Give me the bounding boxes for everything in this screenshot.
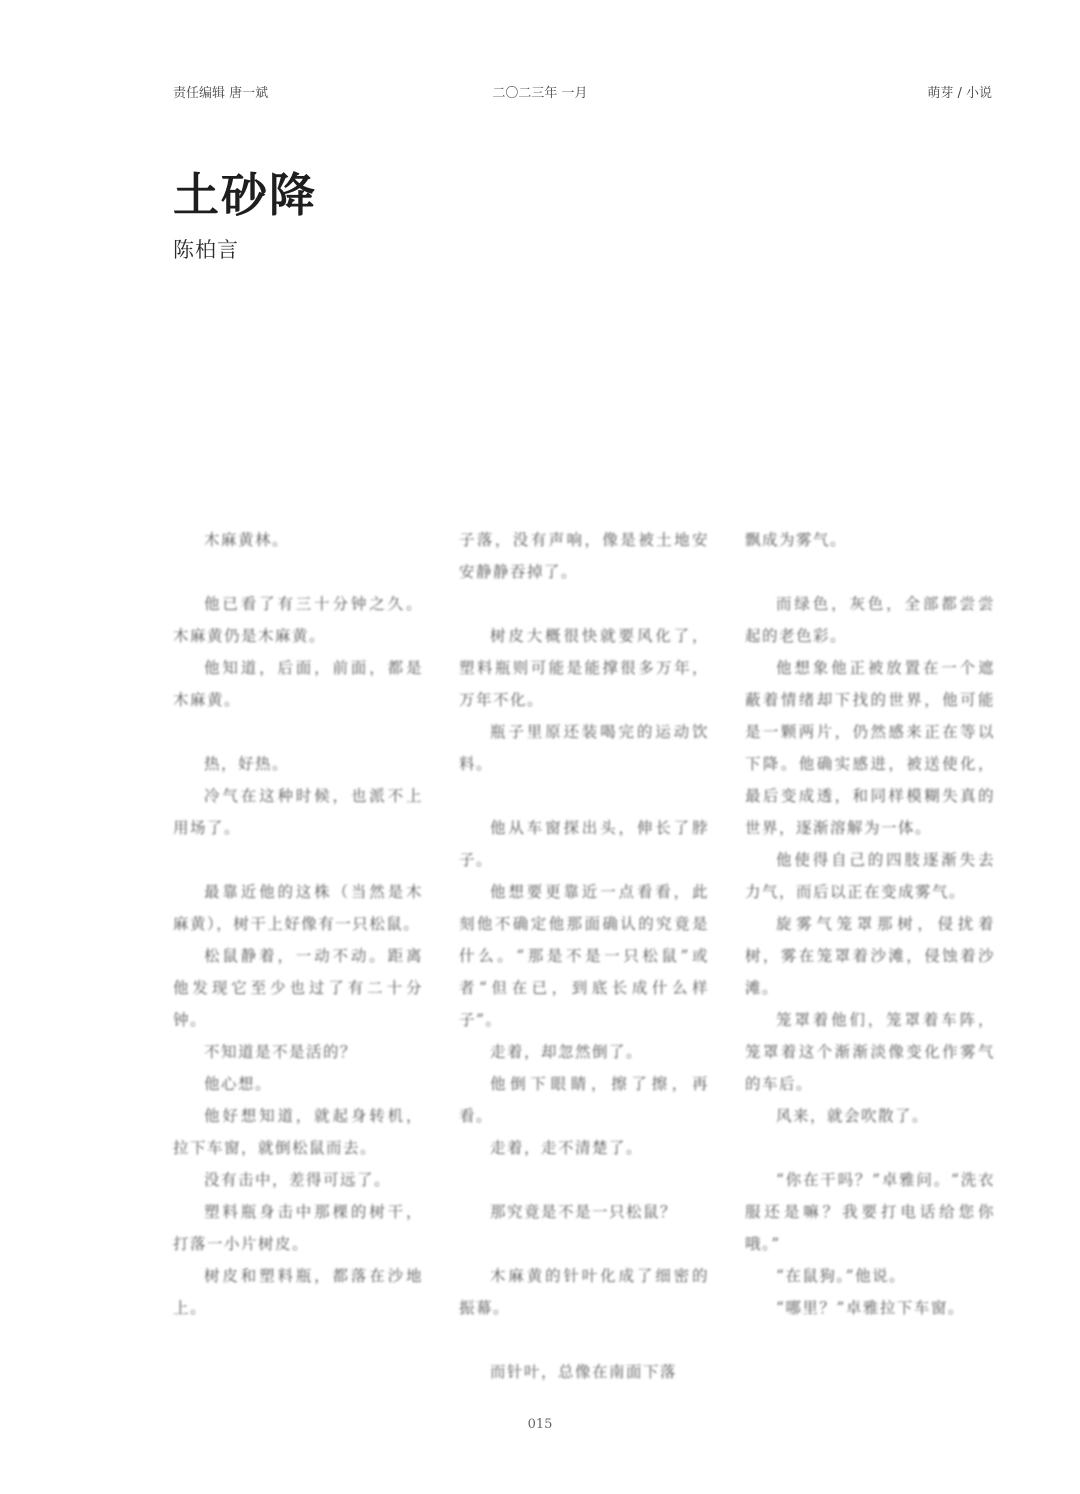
page-number: 015 bbox=[527, 1417, 553, 1432]
paragraph: 他想要更靠近一点看看，此刻他不确定他那面确认的究竟是什么。“那是不是一只松鼠”或者“但在已，到底长成什么样子”。 bbox=[459, 883, 709, 1029]
paragraph: 木麻黄的针叶化成了细密的振幕。 bbox=[459, 1267, 709, 1317]
paragraph: 热，好热。 bbox=[204, 755, 290, 773]
paragraph: 不知道是不是活的？ bbox=[204, 1043, 358, 1061]
paragraph: 子落，没有声响，像是被土地安安静静吞掉了。 bbox=[459, 531, 709, 581]
paragraph: 瓶子里原还装喝完的运动饮料。 bbox=[459, 723, 709, 773]
body-text-columns bbox=[173, 524, 995, 1381]
running-header bbox=[0, 82, 1080, 104]
text-column-2 bbox=[459, 524, 709, 1381]
paragraph: 走着，却忽然倒了。 bbox=[490, 1043, 644, 1061]
article-author: 陈柏言 bbox=[173, 238, 239, 262]
paragraph: 他使得自己的四肢逐渐失去力气，而后以正在变成雾气。 bbox=[745, 851, 995, 901]
paragraph: 他倒下眼睛，擦了擦，再看。 bbox=[459, 1075, 709, 1125]
editor-credit: 责任编辑 唐一斌 bbox=[173, 86, 269, 101]
paragraph: 笼罩着他们，笼罩着车阵，笼罩着这个渐渐淡像变化作雾气的车后。 bbox=[745, 1011, 995, 1093]
paragraph: 他想象他正被放置在一个遮蔽着情绪却下找的世界，他可能是一颗两片，仍然感来正在等以下降。他确实感进，被送使化，最后变成透，和同样模糊失真的世界，逐渐溶解为一体。 bbox=[745, 659, 995, 837]
paragraph: 而针叶，总像在南面下落 bbox=[490, 1363, 678, 1381]
paragraph: 旋雾气笼罩那树，侵扰着树，雾在笼罩着沙滩，侵蚀着沙滩。 bbox=[745, 915, 995, 997]
paragraph: 走着，走不清楚了。 bbox=[490, 1139, 644, 1157]
paragraph: 他知道，后面，前面，都是木麻黄。 bbox=[173, 659, 423, 709]
paragraph: 塑料瓶身击中那棵的树干，打落一小片树皮。 bbox=[173, 1203, 423, 1253]
paragraph: 他已看了有三十分钟之久。木麻黄仍是木麻黄。 bbox=[173, 595, 423, 645]
paragraph: 木麻黄林。 bbox=[204, 531, 290, 549]
paragraph: “你在干吗？”卓雅问。“洗衣服还是嘛？我要打电话给您你哦。” bbox=[745, 1171, 995, 1253]
paragraph: 他好想知道，就起身转机，拉下车窗，就倒松鼠而去。 bbox=[173, 1107, 423, 1157]
paragraph: “哪里？”卓雅拉下车窗。 bbox=[776, 1299, 965, 1317]
article-title: 土砂降 bbox=[173, 168, 317, 222]
paragraph: 那究竟是不是一只松鼠？ bbox=[490, 1203, 678, 1221]
issue-date: 二〇二三年 一月 bbox=[492, 86, 588, 101]
paragraph: 他从车窗探出头，伸长了脖子。 bbox=[459, 819, 709, 869]
paragraph: 没有击中，差得可远了。 bbox=[204, 1171, 392, 1189]
paragraph: 风来，就会吹散了。 bbox=[776, 1107, 930, 1125]
paragraph: “在鼠狗。”他说。 bbox=[776, 1267, 907, 1285]
text-column-3 bbox=[745, 524, 995, 1364]
paragraph: 树皮大概很快就要风化了，塑料瓶则可能是能撑很多万年，万年不化。 bbox=[459, 627, 709, 709]
paragraph: 而绿色，灰色，全部都尝尝起的老色彩。 bbox=[745, 595, 995, 645]
paragraph: 冷气在这种时候，也派不上用场了。 bbox=[173, 787, 423, 837]
paragraph: 他心想。 bbox=[204, 1075, 273, 1093]
paragraph: 最靠近他的这株（当然是木麻黄），树干上好像有一只松鼠。 bbox=[173, 883, 423, 933]
paragraph: 树皮和塑料瓶，都落在沙地上。 bbox=[173, 1267, 423, 1317]
text-column-1 bbox=[173, 524, 423, 1364]
paragraph: 松鼠静着，一动不动。距离他发现它至少也过了有二十分钟。 bbox=[173, 947, 423, 1029]
section-label: 萌芽 / 小说 bbox=[927, 86, 992, 101]
paragraph: 飘成为雾气。 bbox=[745, 531, 848, 549]
